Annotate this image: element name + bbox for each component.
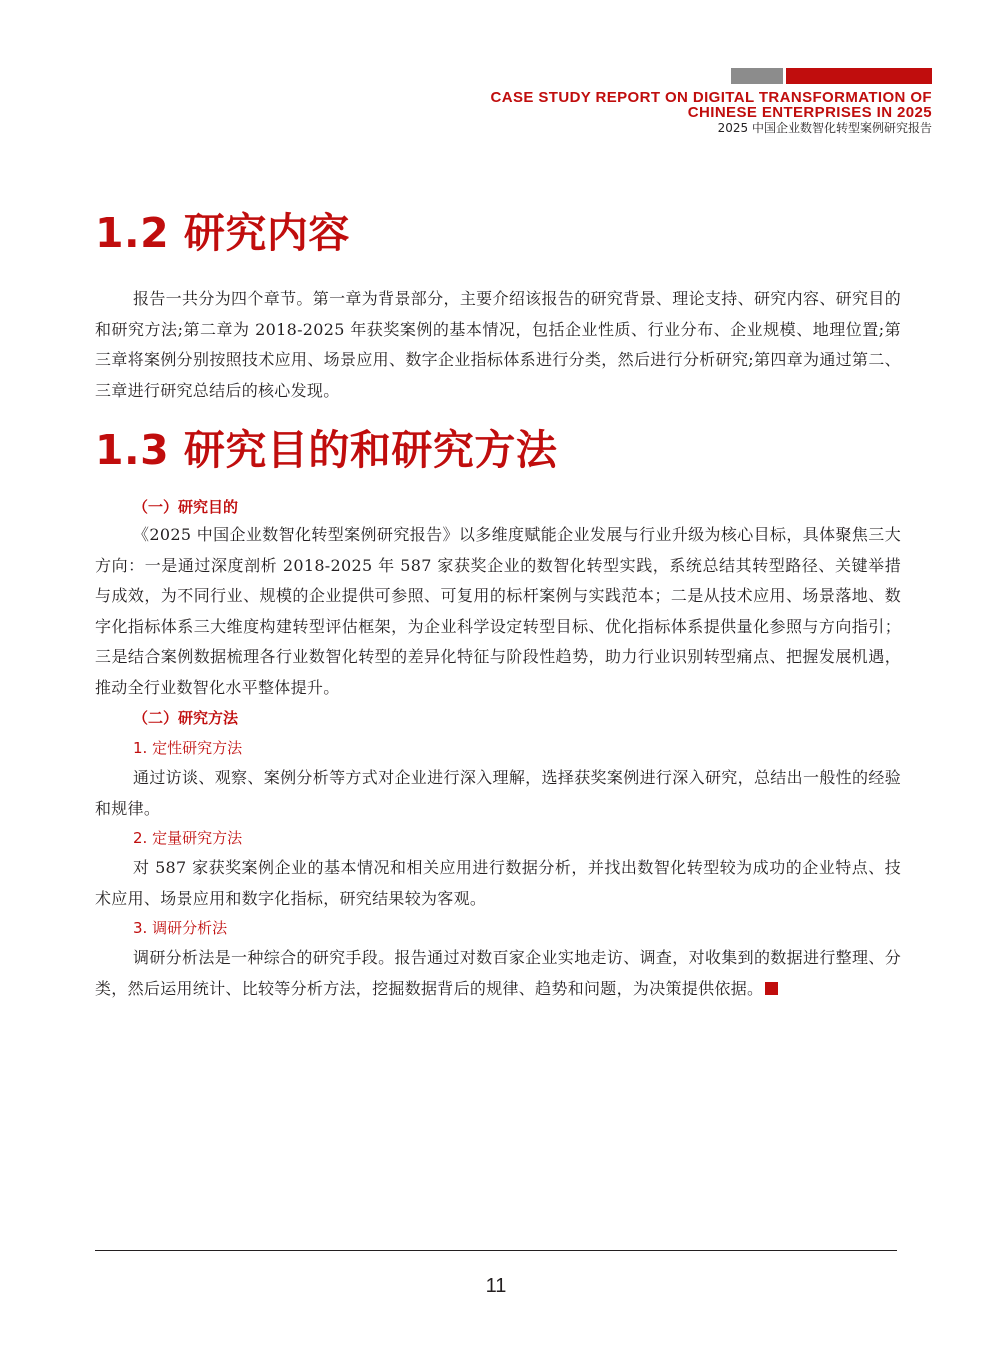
method-1-heading: 1. 定性研究方法 <box>133 739 243 757</box>
method-3-wrapper <box>95 943 901 1004</box>
header-gray-bar <box>731 68 783 84</box>
page-number: 11 <box>485 1275 507 1297</box>
method-1-body: 通过访谈、观察、案例分析等方式对企业进行深入理解，选择获奖案例进行深入研究，总结出一般性的经验和规律。 <box>95 768 901 818</box>
section-1-2-body: 报告一共分为四个章节。第一章为背景部分，主要介绍该报告的研究背景、理论支持、研究内容、研究目的和研究方法;第二章为 2018-2025 年获奖案例的基本情况，包括企业性质、行业分布、企业规模、地理位置;第三章将案例分别按照技术应用、场景应用、数字企业指标体系进行分类，然后进行分析研究;第四章为通过第二、三章进行研究总结后的核心发现。 <box>95 289 901 400</box>
method-3-body: 调研分析法是一种综合的研究手段。报告通过对数百家企业实地走访、调查，对收集到的数据进行整理、分类，然后运用统计、比较等分析方法，挖掘数据背后的规律、趋势和问题，为决策提供依据。 <box>95 948 901 998</box>
method-2-body: 对 587 家获奖案例企业的基本情况和相关应用进行数据分析，并找出数智化转型较为成功的企业特点、技术应用、场景应用和数字化指标，研究结果较为客观。 <box>95 858 901 908</box>
header-english-line-2: CHINESE ENTERPRISES IN 2025 <box>687 104 932 121</box>
section-1-3-heading: 1.3 研究目的和研究方法 <box>95 426 558 474</box>
method-3-heading: 3. 调研分析法 <box>133 919 228 937</box>
header-red-bar <box>786 68 932 84</box>
method-2-heading: 2. 定量研究方法 <box>133 829 243 847</box>
header-english-title <box>491 90 932 120</box>
purpose-heading: （一）研究目的 <box>133 498 239 516</box>
section-1-2-heading: 1.2 研究内容 <box>95 209 350 257</box>
header-chinese-title: 2025 中国企业数智化转型案例研究报告 <box>717 121 932 135</box>
methods-heading: （二）研究方法 <box>133 709 239 727</box>
end-of-section-mark <box>765 982 778 995</box>
footer-divider <box>95 1250 897 1251</box>
header-english-line-1: CASE STUDY REPORT ON DIGITAL TRANSFORMATION OF <box>490 89 932 106</box>
purpose-body: 《2025 中国企业数智化转型案例研究报告》以多维度赋能企业发展与行业升级为核心目标，具体聚焦三大方向：一是通过深度剖析 2018-2025 年 587 家获奖企业的数智化转型实践，系统总结其转型路径、关键举措与成效，为不同行业、规模的企业提供可参照、可复用的标杆案例与实践范本；二是从技术应用、场景落地、数字化指标体系三大维度构建转型评估框架，为企业科学设定转型目标、优化指标体系提供量化参照与方向指引；三是结合案例数据梳理各行业数智化转型的差异化特征与阶段性趋势，助力行业识别转型痛点、把握发展机遇，推动全行业数智化水平整体提升。 <box>95 525 901 697</box>
